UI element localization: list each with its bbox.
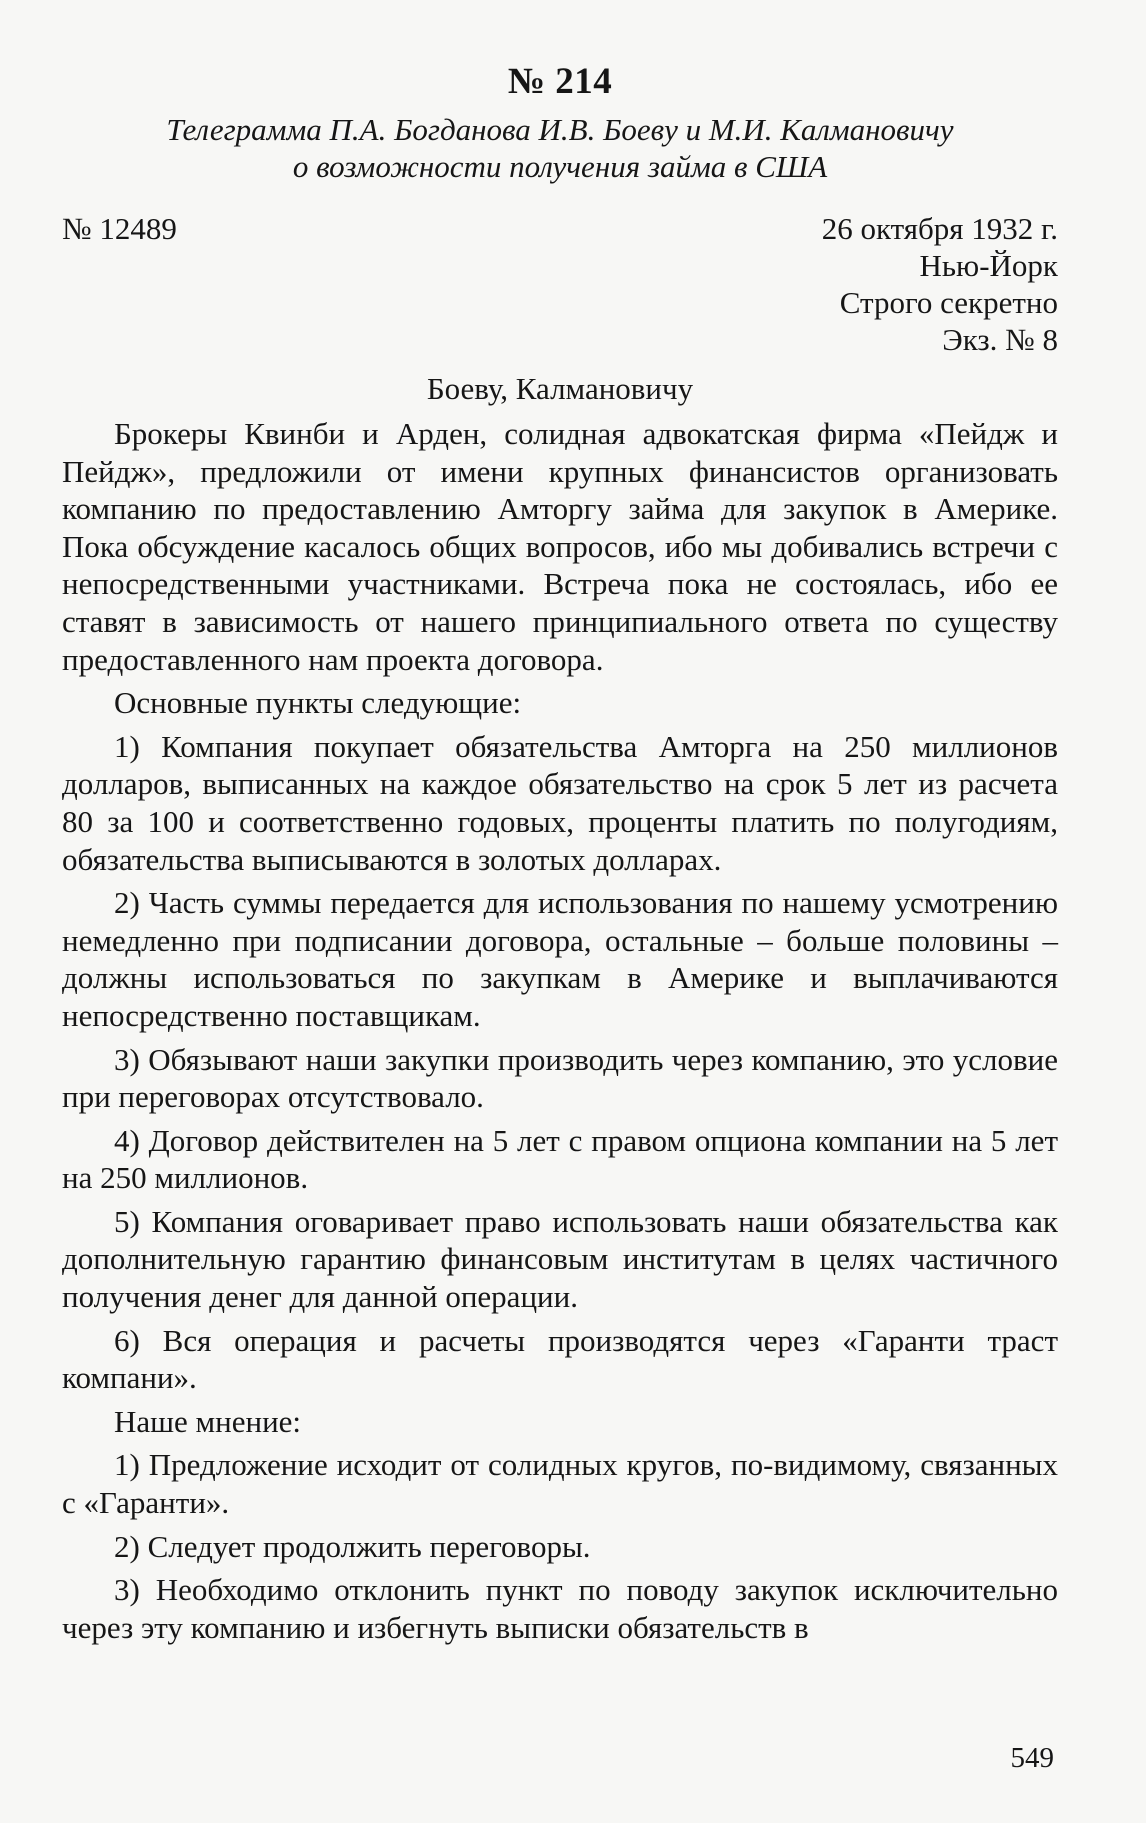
title-line-1: Телеграмма П.А. Богданова И.В. Боеву и М.И. Калмановичу bbox=[166, 112, 954, 147]
paragraph: 1) Компания покупает обязательства Амторга на 250 миллионов долларов, выписанных на каждое обязательство на срок 5 лет из расчета 80 за 100 и соответственно годовых, проценты платить по полугодиям, обязательства выписываются в золотых долларах. bbox=[62, 728, 1058, 877]
body-text bbox=[62, 415, 1058, 1646]
paragraph: 1) Предложение исходит от солидных кругов, по-видимому, связанных с «Гаранти». bbox=[62, 1447, 1058, 1521]
paragraph: 3) Необходимо отклонить пункт по поводу закупок исключительно через эту компанию и избегнуть выписки обязательств в bbox=[62, 1572, 1058, 1645]
page-number: 549 bbox=[1010, 1742, 1054, 1774]
registration-number: № 12489 bbox=[62, 211, 177, 246]
paragraph: 2) Следует продолжить переговоры. bbox=[114, 1528, 591, 1564]
registration-line bbox=[62, 210, 1058, 247]
document-number: № 214 bbox=[507, 61, 613, 102]
paragraph: 6) Вся операция и расчеты производятся через «Гаранти траст компани». bbox=[62, 1322, 1058, 1396]
document-date: 26 октября 1932 г. bbox=[821, 211, 1058, 246]
document-place: Нью-Йорк bbox=[919, 248, 1058, 283]
document-title bbox=[62, 111, 1058, 185]
paragraph: 5) Компания оговаривает право использовать наши обязательства как дополнительную гарантию финансовым институтам в целях частичного получения денег для данной операции. bbox=[62, 1203, 1058, 1315]
paragraph: Наше мнение: bbox=[114, 1403, 302, 1439]
title-line-2: о возможности получения займа в США bbox=[292, 149, 828, 184]
paragraph: 3) Обязывают наши закупки производить через компанию, это условие при переговорах отсутствовало. bbox=[62, 1041, 1058, 1115]
copy-number: Экз. № 8 bbox=[942, 322, 1058, 357]
secrecy-stamp: Строго секретно bbox=[839, 285, 1058, 320]
paragraph: Основные пункты следующие: bbox=[114, 685, 522, 721]
paragraph: 2) Часть суммы передается для использования по нашему усмотрению немедленно при подписании договора, остальные – больше половины – должны использоваться по закупкам в Америке и выплачиваются непосредственно поставщикам. bbox=[62, 885, 1058, 1033]
addressee: Боеву, Калмановичу bbox=[426, 371, 694, 406]
paragraph: 4) Договор действителен на 5 лет с правом опциона компании на 5 лет на 250 миллионов. bbox=[62, 1122, 1058, 1196]
paragraph: Брокеры Квинби и Арден, солидная адвокатская фирма «Пейдж и Пейдж», предложили от имени крупных финансистов организовать компанию по предоставлению Амторгу займа для закупок в Америке. Пока обсуждение касалось общих вопросов, ибо мы добивались встречи с непосредственными участниками. Встреча пока не состоялась, ибо ее ставят в зависимость от нашего принципиального ответа по существу предоставленного нам проекта договора. bbox=[62, 416, 1058, 677]
